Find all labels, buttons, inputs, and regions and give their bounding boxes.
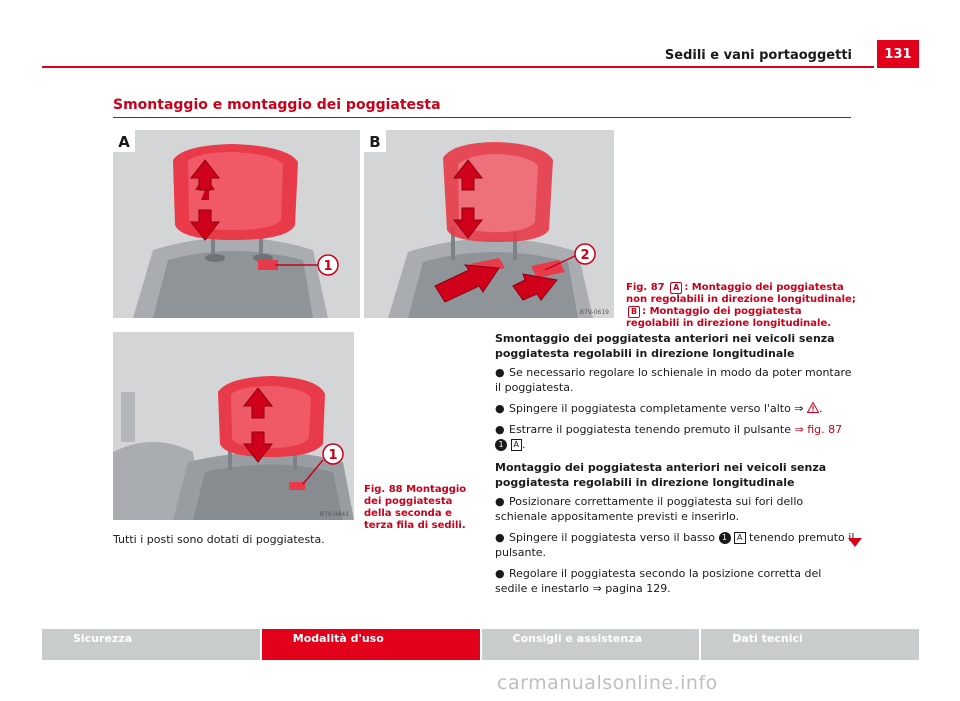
section-rule <box>113 117 851 118</box>
figure-87-image <box>113 130 614 318</box>
block2-bullet-2: ● Spingere il poggiatesta verso il basso 1 A tenendo premuto il pulsante. <box>495 531 855 559</box>
callout-1-badge-2: 1 <box>719 532 731 544</box>
figure-87-caption: Fig. 87 A : Montaggio dei poggiatesta non regolabili in direzione longitudinale; B : Montaggio dei poggiatesta regolabili in direzione longitudinale. <box>626 282 856 329</box>
fig88-code: B7V-0441 <box>319 511 349 518</box>
callout-1-badge: 1 <box>495 439 507 451</box>
fig87-code: B7V-0619 <box>579 309 609 316</box>
footer-tab-consigli-assistenza[interactable]: Consigli e assistenza <box>482 629 702 660</box>
block2-bullet-3: ● Regolare il poggiatesta secondo la posizione corretta del sedile e inestarlo ⇒ pagina 129. <box>495 567 822 595</box>
panel-a-badge-2: A <box>734 532 745 544</box>
figure-88-caption: Fig. 88 Montaggio dei poggiatesta della seconda e terza fila di sedili. <box>364 484 467 531</box>
fig88-callout-1: 1 <box>328 448 338 463</box>
intro-text: Tutti i posti sono dotati di poggiatesta. <box>113 533 325 546</box>
continue-arrow-icon <box>848 538 862 547</box>
block1-bullet-2: ● Spingere il poggiatesta completamente verso l'alto ⇒ . <box>495 402 823 415</box>
header-rule <box>42 66 874 68</box>
section-title: Smontaggio e montaggio dei poggiatesta <box>113 97 441 113</box>
fig87-link[interactable]: ⇒ fig. 87 <box>794 423 843 436</box>
block1-heading: Smontaggio dei poggiatesta anteriori nei veicoli senza poggiatesta regolabili in direzione longitudinale <box>495 332 835 360</box>
footer-tab-modalita-duso[interactable]: Modalità d'uso <box>262 629 482 660</box>
fig87-label-b: B <box>369 133 381 151</box>
fig87-callout-1: 1 <box>323 259 333 274</box>
panel-a-badge: A <box>511 439 522 451</box>
block1-bullet-3: ● Estrarre il poggiatesta tenendo premuto il pulsante ⇒ fig. 87 1 A . <box>495 423 843 451</box>
footer-tab-dati-tecnici[interactable]: Dati tecnici <box>701 629 919 660</box>
header-title: Sedili e vani portaoggetti <box>664 48 852 63</box>
fig87-badge-b: B <box>628 306 640 318</box>
footer-tab-sicurezza[interactable]: Sicurezza <box>42 629 262 660</box>
warning-icon[interactable] <box>807 402 819 413</box>
figure-88-image <box>113 332 354 520</box>
fig87-label-a: A <box>118 133 130 151</box>
watermark: carmanualsonline.info <box>497 672 718 694</box>
page-number: 131 <box>877 40 919 68</box>
fig87-callout-2: 2 <box>580 248 590 263</box>
body-text <box>495 331 855 602</box>
block2-heading: Montaggio dei poggiatesta anteriori nei veicoli senza poggiatesta regolabili in direzione longitudinale <box>495 461 827 489</box>
block2-bullet-1: ● Posizionare correttamente il poggiatesta sui fori dello schienale appositamente previsti e inserirlo. <box>495 495 804 523</box>
footer-nav <box>42 629 919 660</box>
fig87-badge-a: A <box>670 282 682 294</box>
block1-bullet-1: ● Se necessario regolare lo schienale in modo da poter montare il poggiatesta. <box>495 366 852 394</box>
